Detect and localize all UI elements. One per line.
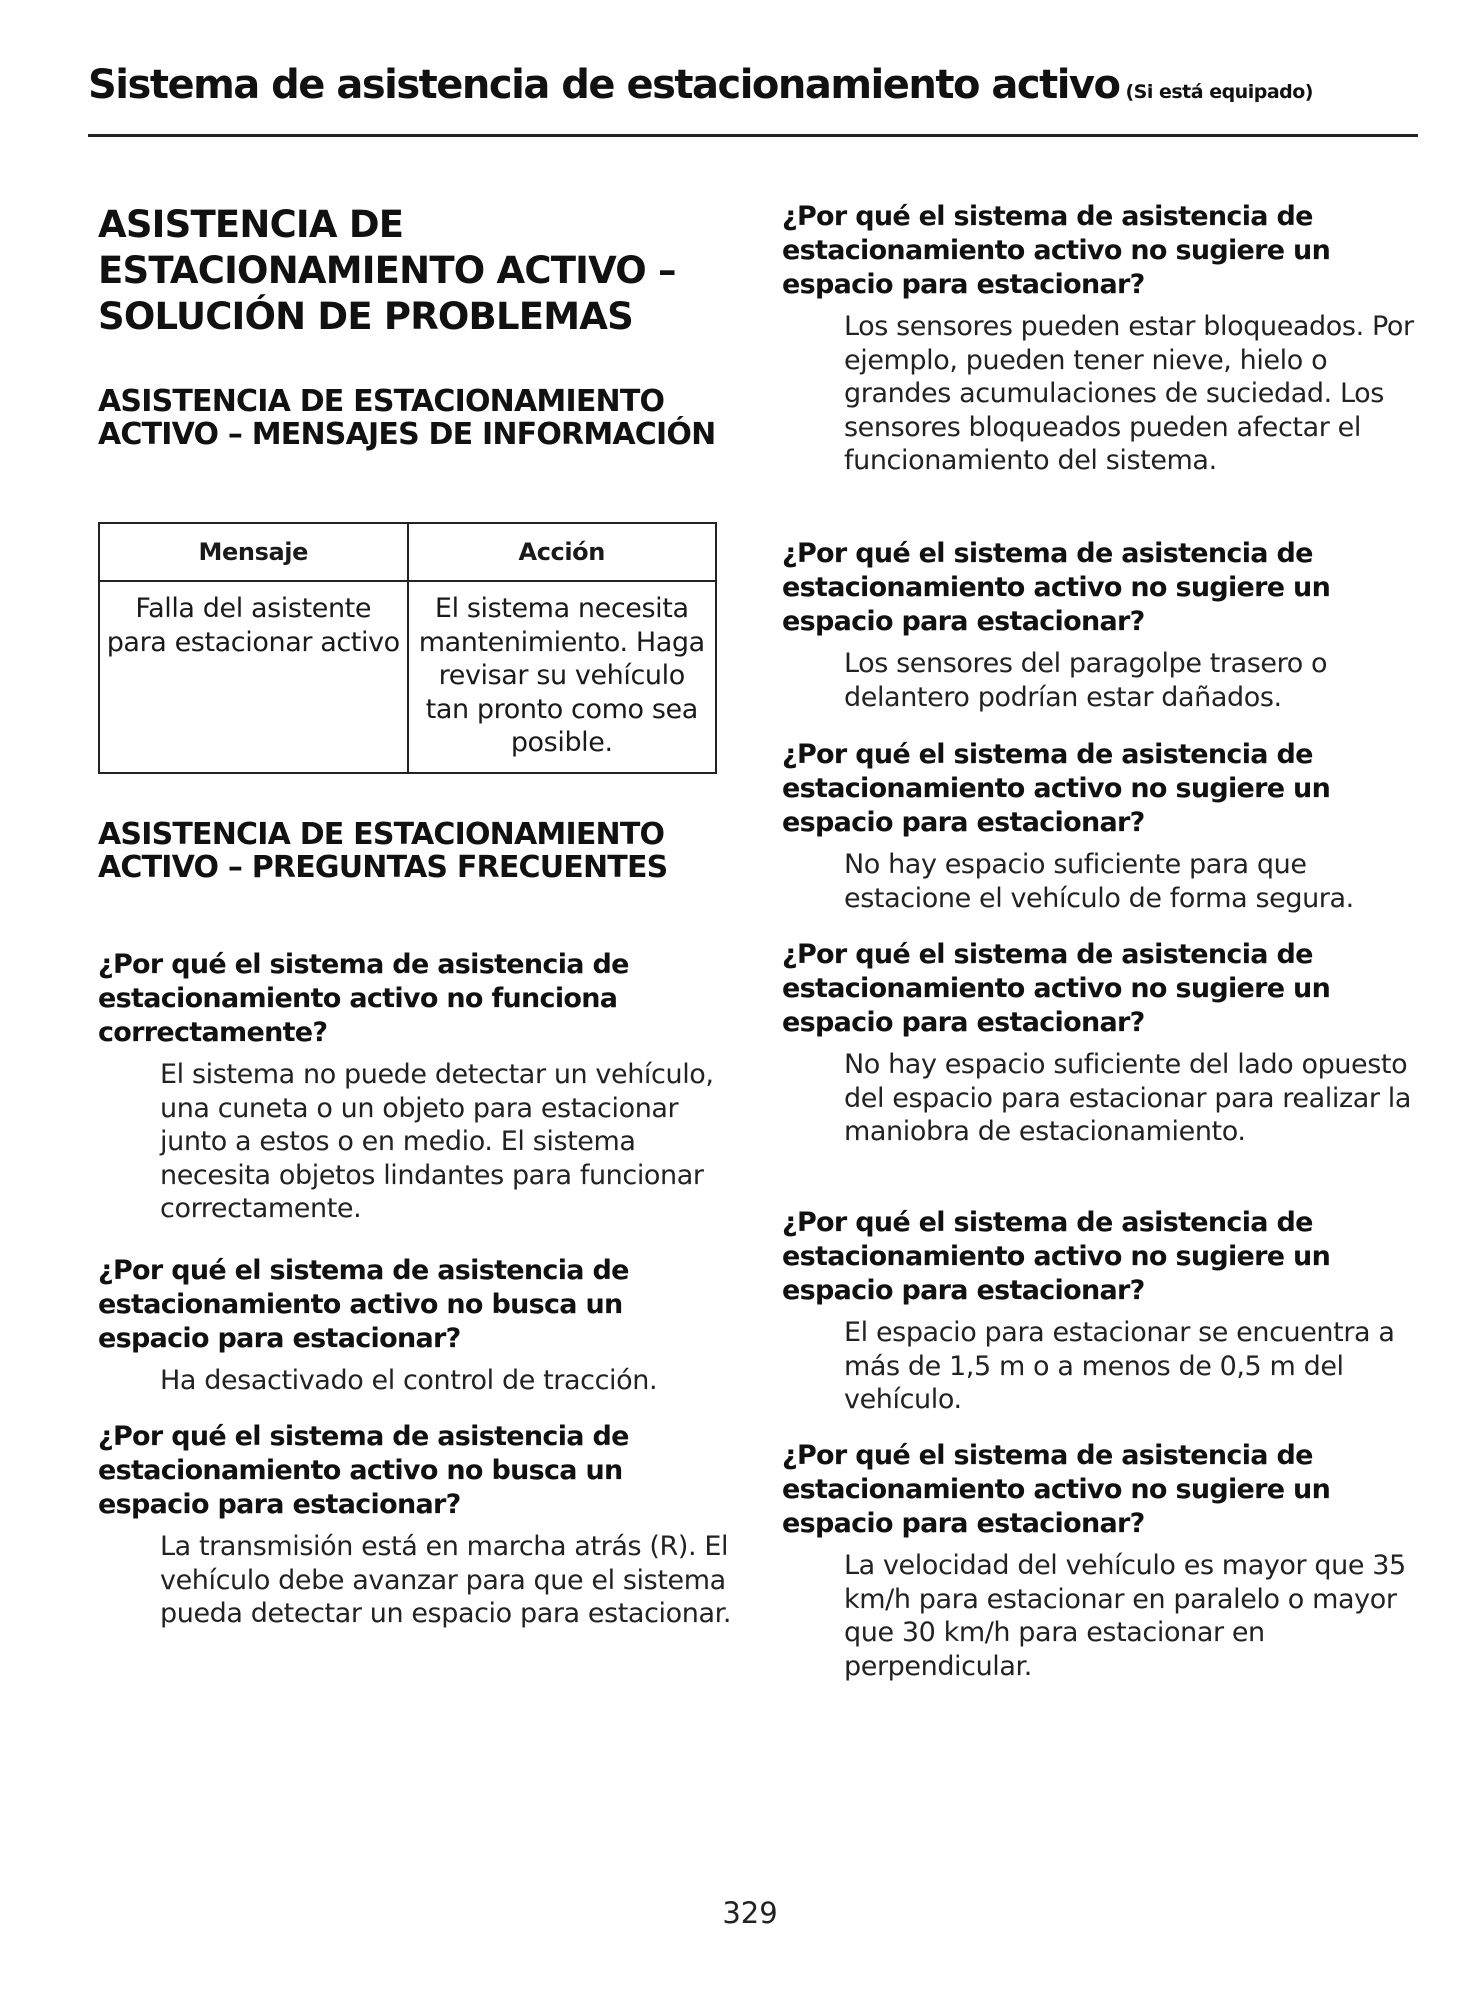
faq-answer: El sistema no puede detectar un vehículo, una cuneta o un objeto para estacionar junto a estos o en medio. El sistema necesita objetos lindantes para funcionar correctamente.	[160, 1059, 714, 1224]
faq-answer: No hay espacio suficiente del lado opuesto del espacio para estacionar para realizar la maniobra de estacionamiento.	[844, 1049, 1412, 1147]
info-messages-heading: ASISTENCIA DE ESTACIONAMIENTO ACTIVO – MENSAJES DE INFORMACIÓN	[98, 384, 716, 452]
faq-answer: Los sensores pueden estar bloqueados. Por ejemplo, pueden tener nieve, hielo o grandes acumulaciones de suciedad. Los sensores bloqueados pueden afectar el funcionamiento del sistema.	[844, 311, 1414, 476]
faq-item	[98, 1254, 738, 1398]
faq-item	[782, 738, 1432, 915]
running-header	[88, 62, 1418, 108]
info-messages-table	[98, 522, 717, 774]
header-title: Sistema de asistencia de estacionamiento activo	[88, 62, 1120, 108]
faq-question: ¿Por qué el sistema de asistencia de estacionamiento activo no funciona correctamente?	[98, 949, 629, 1048]
faq-answer: No hay espacio suficiente para que estacione el vehículo de forma segura.	[844, 849, 1354, 914]
page-number: 329	[722, 1896, 778, 1930]
faq-answer: Ha desactivado el control de tracción.	[160, 1365, 658, 1396]
section-title: ASISTENCIA DE ESTACIONAMIENTO ACTIVO – SOLUCIÓN DE PROBLEMAS	[98, 203, 676, 338]
faq-item	[782, 200, 1432, 478]
table-header-cell: Acción	[408, 523, 717, 581]
faq-item	[782, 938, 1432, 1149]
table-cell-action: El sistema necesita mantenimiento. Haga revisar su vehículo tan pronto como sea posible.	[408, 581, 717, 773]
faq-item	[782, 537, 1432, 714]
faq-question: ¿Por qué el sistema de asistencia de estacionamiento activo no sugiere un espacio para estacionar?	[782, 1207, 1331, 1306]
faq-question: ¿Por qué el sistema de asistencia de estacionamiento activo no busca un espacio para estacionar?	[98, 1421, 629, 1520]
faq-answer: La velocidad del vehículo es mayor que 35 km/h para estacionar en paralelo o mayor que 30 km/h para estacionar en perpendicular.	[844, 1550, 1406, 1682]
faq-item	[98, 1420, 738, 1631]
faq-question: ¿Por qué el sistema de asistencia de estacionamiento activo no sugiere un espacio para estacionar?	[782, 201, 1331, 300]
table-header-row	[99, 523, 716, 581]
faq-item	[782, 1439, 1432, 1683]
faq-answer: La transmisión está en marcha atrás (R). El vehículo debe avanzar para que el sistema pueda detectar un espacio para estacionar.	[160, 1531, 732, 1629]
faq-question: ¿Por qué el sistema de asistencia de estacionamiento activo no sugiere un espacio para estacionar?	[782, 538, 1331, 637]
header-divider	[88, 134, 1418, 137]
header-subtitle: (Si está equipado)	[1125, 81, 1313, 103]
faq-answer: Los sensores del paragolpe trasero o delantero podrían estar dañados.	[844, 648, 1328, 713]
table-header-cell: Mensaje	[99, 523, 408, 581]
faq-item	[98, 948, 738, 1226]
faq-item	[782, 1206, 1432, 1417]
faq-question: ¿Por qué el sistema de asistencia de estacionamiento activo no sugiere un espacio para estacionar?	[782, 1440, 1331, 1539]
faq-question: ¿Por qué el sistema de asistencia de estacionamiento activo no sugiere un espacio para estacionar?	[782, 939, 1331, 1038]
faq-answer: El espacio para estacionar se encuentra a más de 1,5 m o a menos de 0,5 m del vehículo.	[844, 1317, 1395, 1415]
table-row	[99, 581, 716, 773]
faq-question: ¿Por qué el sistema de asistencia de estacionamiento activo no busca un espacio para estacionar?	[98, 1255, 629, 1354]
faq-question: ¿Por qué el sistema de asistencia de estacionamiento activo no sugiere un espacio para estacionar?	[782, 739, 1331, 838]
table-cell-message: Falla del asistente para estacionar activo	[99, 581, 408, 773]
faq-heading: ASISTENCIA DE ESTACIONAMIENTO ACTIVO – PREGUNTAS FRECUENTES	[98, 817, 668, 885]
